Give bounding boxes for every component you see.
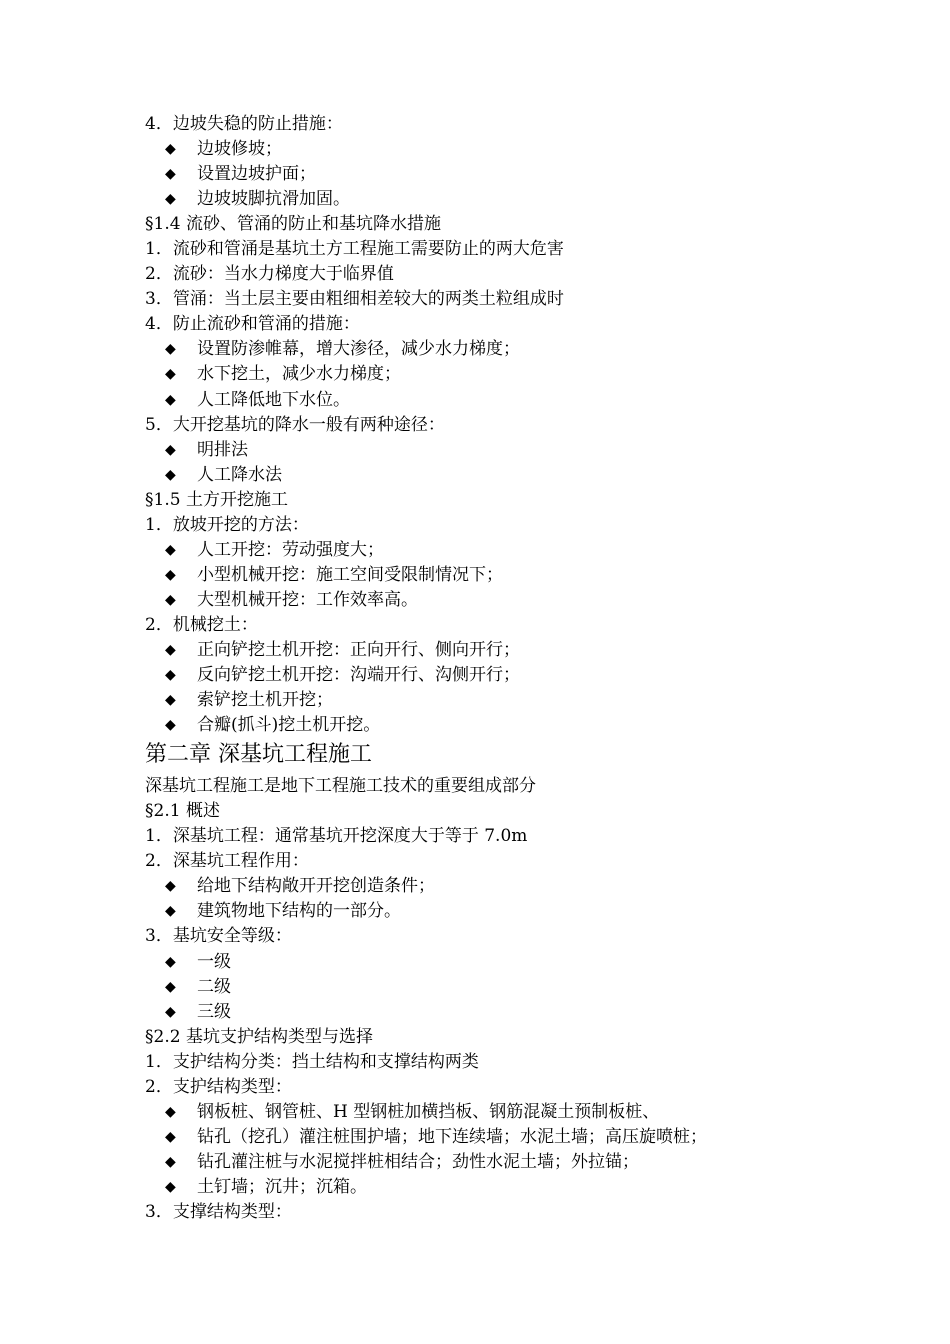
diamond-bullet-icon: ◆ xyxy=(165,978,176,995)
text-line: 1．深基坑工程：通常基坑开挖深度大于等于 7.0m xyxy=(145,826,528,847)
bullet-item xyxy=(145,950,925,975)
diamond-bullet-icon: ◆ xyxy=(165,717,176,734)
text-line: §1.4 流砂、管涌的防止和基坑降水措施 xyxy=(145,214,441,235)
bullet-item xyxy=(145,187,925,212)
document-body xyxy=(145,112,925,1225)
text-line: 4．边坡失稳的防止措施： xyxy=(145,114,343,134)
bullet-text: 钻孔（挖孔）灌注桩围护墙；地下连续墙；水泥土墙；高压旋喷桩； xyxy=(197,1126,707,1147)
bullet-item xyxy=(145,463,925,488)
diamond-bullet-icon: ◆ xyxy=(165,953,176,970)
text-line: 5．大开挖基坑的降水一般有两种途径： xyxy=(145,414,445,435)
bullet-text: 建筑物地下结构的一部分。 xyxy=(197,901,401,922)
bullet-text: 水下挖土，减少水力梯度； xyxy=(197,364,401,385)
diamond-bullet-icon: ◆ xyxy=(165,1003,176,1020)
bullet-text: 大型机械开挖：工作效率高。 xyxy=(197,589,418,610)
diamond-bullet-icon: ◆ xyxy=(165,441,176,458)
bullet-text: 给地下结构敞开开挖创造条件； xyxy=(197,876,435,897)
diamond-bullet-icon: ◆ xyxy=(165,1178,176,1195)
bullet-text: 设置边坡护面； xyxy=(197,164,316,185)
bullet-text: 反向铲挖土机开挖：沟端开行、沟侧开行； xyxy=(197,665,520,686)
bullet-text: 土钉墙；沉井；沉箱。 xyxy=(197,1176,367,1197)
diamond-bullet-icon: ◆ xyxy=(165,1128,176,1145)
bullet-item xyxy=(145,713,925,738)
bullet-text: 一级 xyxy=(197,951,231,972)
text-line: §2.1 概述 xyxy=(145,801,220,822)
diamond-bullet-icon: ◆ xyxy=(165,1103,176,1120)
text-line: 3．支撑结构类型： xyxy=(145,1201,292,1222)
bullet-item xyxy=(145,137,925,162)
bullet-item xyxy=(145,337,925,362)
bullet-text: 索铲挖土机开挖； xyxy=(197,690,333,711)
chapter-heading: 第二章 深基坑工程施工 xyxy=(145,742,372,768)
bullet-text: 人工开挖：劳动强度大； xyxy=(197,539,384,560)
diamond-bullet-icon: ◆ xyxy=(165,641,176,658)
diamond-bullet-icon: ◆ xyxy=(165,391,176,408)
bullet-item xyxy=(145,638,925,663)
bullet-item xyxy=(145,1175,925,1200)
diamond-bullet-icon: ◆ xyxy=(165,591,176,608)
bullet-text: 边坡修坡； xyxy=(197,139,282,160)
bullet-text: 钢板桩、钢管桩、H 型钢桩加横挡板、钢筋混凝土预制板桩、 xyxy=(197,1101,660,1122)
diamond-bullet-icon: ◆ xyxy=(165,667,176,684)
bullet-item xyxy=(145,899,925,924)
diamond-bullet-icon: ◆ xyxy=(165,541,176,558)
text-line: 3．管涌：当土层主要由粗细相差较大的两类土粒组成时 xyxy=(145,289,564,310)
bullet-item xyxy=(145,388,925,413)
bullet-item xyxy=(145,538,925,563)
bullet-item xyxy=(145,1100,925,1125)
bullet-text: 合瓣(抓斗)挖土机开挖。 xyxy=(197,715,381,736)
bullet-item xyxy=(145,588,925,613)
bullet-text: 边坡坡脚抗滑加固。 xyxy=(197,189,350,210)
diamond-bullet-icon: ◆ xyxy=(165,692,176,709)
diamond-bullet-icon: ◆ xyxy=(165,466,176,483)
diamond-bullet-icon: ◆ xyxy=(165,141,176,158)
bullet-text: 二级 xyxy=(197,976,231,997)
bullet-text: 三级 xyxy=(197,1001,231,1022)
bullet-item xyxy=(145,688,925,713)
bullet-item xyxy=(145,663,925,688)
diamond-bullet-icon: ◆ xyxy=(165,166,176,183)
bullet-item xyxy=(145,1000,925,1025)
bullet-text: 明排法 xyxy=(197,439,248,460)
text-line: 2．支护结构类型： xyxy=(145,1076,292,1097)
bullet-item xyxy=(145,563,925,588)
diamond-bullet-icon: ◆ xyxy=(165,191,176,208)
text-line: 深基坑工程施工是地下工程施工技术的重要组成部分 xyxy=(145,776,536,797)
bullet-item xyxy=(145,975,925,1000)
diamond-bullet-icon: ◆ xyxy=(165,1153,176,1170)
bullet-text: 小型机械开挖：施工空间受限制情况下； xyxy=(197,564,503,585)
diamond-bullet-icon: ◆ xyxy=(165,878,176,895)
text-line: §1.5 土方开挖施工 xyxy=(145,489,288,510)
bullet-text: 设置防渗帷幕，增大渗径，减少水力梯度； xyxy=(197,339,520,360)
diamond-bullet-icon: ◆ xyxy=(165,366,176,383)
text-line: 1．流砂和管涌是基坑土方工程施工需要防止的两大危害 xyxy=(145,239,564,260)
bullet-item xyxy=(145,162,925,187)
bullet-text: 人工降水法 xyxy=(197,464,282,485)
bullet-text: 钻孔灌注桩与水泥搅拌桩相结合；劲性水泥土墙；外拉锚； xyxy=(197,1151,639,1172)
bullet-item xyxy=(145,1125,925,1150)
text-line: §2.2 基坑支护结构类型与选择 xyxy=(145,1026,373,1047)
bullet-item xyxy=(145,362,925,387)
bullet-item xyxy=(145,874,925,899)
text-line: 2．流砂：当水力梯度大于临界值 xyxy=(145,264,394,285)
text-line: 1．放坡开挖的方法： xyxy=(145,514,309,535)
bullet-item xyxy=(145,1150,925,1175)
diamond-bullet-icon: ◆ xyxy=(165,566,176,583)
text-line: 2．机械挖土： xyxy=(145,614,258,635)
text-line: 2．深基坑工程作用： xyxy=(145,851,309,872)
text-line: 3．基坑安全等级： xyxy=(145,926,292,947)
diamond-bullet-icon: ◆ xyxy=(165,903,176,920)
bullet-item xyxy=(145,438,925,463)
text-line: 1．支护结构分类：挡土结构和支撑结构两类 xyxy=(145,1051,479,1072)
bullet-text: 正向铲挖土机开挖：正向开行、侧向开行； xyxy=(197,639,520,660)
text-line: 4．防止流砂和管涌的措施： xyxy=(145,314,360,335)
bullet-text: 人工降低地下水位。 xyxy=(197,389,350,410)
diamond-bullet-icon: ◆ xyxy=(165,341,176,358)
